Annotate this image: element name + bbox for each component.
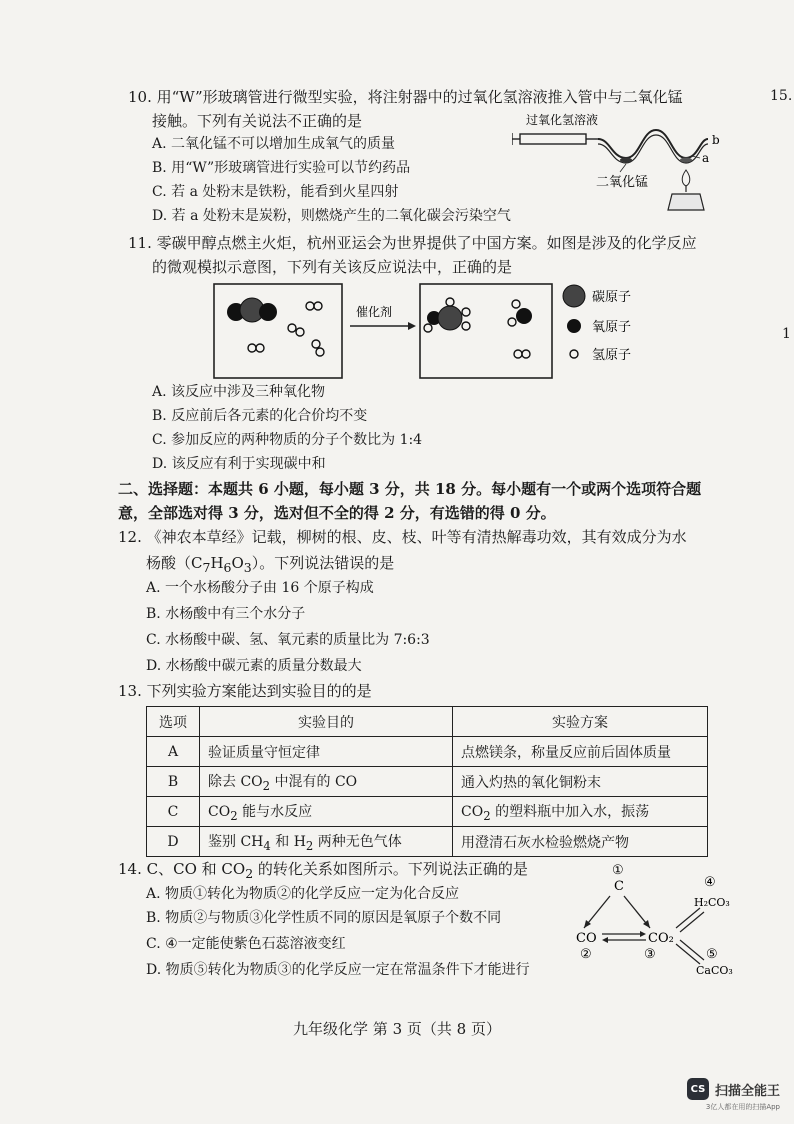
alcohol-lamp [668, 194, 704, 210]
carbon-conversion-diagram [572, 858, 752, 982]
hydrogen-atom [462, 322, 470, 330]
reaction-micro-diagram [212, 282, 652, 382]
scanner-app-name: 扫描全能王 [714, 1083, 780, 1099]
q12-option-c: C. 水杨酸中碳、氢、氧元素的质量比为 7:6:3 [146, 632, 430, 648]
catalyst-label: 催化剂 [356, 305, 393, 319]
q10-stem-line1 [128, 86, 683, 108]
row-purpose: 验证质量守恒定律 [200, 737, 453, 767]
table-row [147, 797, 708, 827]
q11-stem-line2: 的微观模拟示意图，下列有关该反应说法中，正确的是 [152, 258, 513, 276]
hydrogen-atom [312, 340, 320, 348]
q10-stem-text-1: 用“W”形玻璃管进行微型实验，将注射器中的过氧化氢溶液推入管中与二氧化锰 [156, 88, 683, 106]
row-option: B [147, 767, 200, 797]
row-purpose: 除去 $CO_2$ 中混有的 CO [200, 767, 453, 797]
q14-option-b: B. 物质②与物质③化学性质不同的原因是氧原子个数不同 [146, 910, 502, 926]
label-carbonic-acid: H₂CO₃ [694, 896, 730, 909]
header-option: 选项 [147, 707, 200, 737]
marker-5: ⑤ [706, 947, 718, 962]
q14-option-c: C. ④一定能使紫色石蕊溶液变红 [146, 936, 346, 952]
page-footer: 九年级化学 第 3 页（共 8 页） [293, 1020, 501, 1038]
carbon-atom [438, 306, 462, 330]
q13-number: 13. [118, 682, 142, 700]
hydrogen-atom [462, 308, 470, 316]
flame [682, 170, 690, 186]
hydrogen-atom [288, 324, 296, 332]
legend-oxygen-label: 氧原子 [592, 320, 632, 335]
q12-number: 12. [118, 528, 142, 546]
marker-4: ④ [704, 875, 716, 890]
hydrogen-atom [296, 328, 304, 336]
label-manganese-dioxide: 二氧化锰 [596, 175, 649, 190]
q14-stem: 14. C、CO 和 $CO_2$ 的转化关系如图所示。下列说法正确的是 [118, 860, 528, 881]
legend-carbon-label: 碳原子 [592, 290, 632, 305]
q12-option-d: D. 水杨酸中碳元素的质量分数最大 [146, 658, 362, 674]
q11-option-a: A. 该反应中涉及三种氧化物 [152, 384, 326, 400]
margin-number-top: 15. [770, 88, 793, 104]
section2-instructions-line1: 二、选择题：本题共 6 小题，每小题 3 分，共 18 分。每小题有一个或两个选项符合题 [118, 480, 702, 498]
experiment-table [146, 706, 708, 857]
hydrogen-atom [316, 348, 324, 356]
hydrogen-atom [256, 344, 264, 352]
hydrogen-atom [514, 350, 522, 358]
row-option: C [147, 797, 200, 827]
marker-2: ② [580, 947, 592, 962]
q13-stem [118, 680, 372, 702]
reactants-box [214, 284, 342, 378]
q10-stem-line2: 接触。下列有关说法不正确的是 [152, 112, 363, 130]
row-purpose: $CO_2$ 能与水反应 [200, 797, 453, 827]
q11-option-b: B. 反应前后各元素的化合价均不变 [152, 408, 368, 424]
q12-option-b: B. 水杨酸中有三个水分子 [146, 606, 306, 622]
legend-carbon-swatch [563, 285, 585, 307]
oxygen-atom [516, 308, 532, 324]
label-b: b [712, 133, 720, 147]
q11-stem-line1 [128, 232, 697, 254]
powder-a [680, 158, 692, 163]
hydrogen-atom [512, 300, 520, 308]
syringe-barrel [520, 134, 586, 144]
row-plan: 通入灼热的氧化铜粉末 [453, 767, 708, 797]
q13-stem-text: 下列实验方案能达到实验目的的是 [146, 682, 372, 700]
q10-option-d: D. 若 a 处粉末是炭粉，则燃烧产生的二氧化碳会污染空气 [152, 208, 511, 224]
hydrogen-atom [446, 298, 454, 306]
hydrogen-atom [424, 324, 432, 332]
table-header-row [147, 707, 708, 737]
hydrogen-atom [314, 302, 322, 310]
q12-stem-line1 [118, 526, 687, 548]
q10-option-a: A. 二氧化锰不可以增加生成氧气的质量 [152, 136, 396, 152]
label-a: a [702, 151, 710, 165]
w-shaped-tube [598, 130, 708, 158]
q11-stem-text-1: 零碳甲醇点燃主火炬，杭州亚运会为世界提供了中国方案。如图是涉及的化学反应 [156, 234, 697, 252]
q12-stem-text-1: 《神农本草经》记载，柳树的根、皮、枝、叶等有清热解毒功效，其有效成分为水 [146, 528, 687, 546]
row-plan: 点燃镁条，称量反应前后固体质量 [453, 737, 708, 767]
manganese-dioxide-powder [620, 158, 632, 163]
table-row [147, 827, 708, 857]
w-tube-apparatus-diagram [512, 106, 722, 222]
marker-1: ① [612, 863, 624, 878]
row-plan: $CO_2$ 的塑料瓶中加入水，振荡 [453, 797, 708, 827]
hydrogen-atom [522, 350, 530, 358]
q14-option-d: D. 物质⑤转化为物质③的化学反应一定在常温条件下才能进行 [146, 962, 530, 978]
q14-number: 14. [118, 860, 142, 878]
scanner-logo-icon: CS [687, 1078, 709, 1100]
scanner-watermark [687, 1078, 780, 1111]
q11-number: 11. [128, 234, 152, 252]
table-row [147, 767, 708, 797]
section2-instructions-line2: 意，全部选对得 3 分，选对但不全的得 2 分，有选错的得 0 分。 [118, 504, 556, 522]
oxygen-atom [259, 303, 277, 321]
table-row [147, 737, 708, 767]
q10-option-c: C. 若 a 处粉末是铁粉，能看到火星四射 [152, 184, 399, 200]
q12-stem-line2: 杨酸$(C_7H_6O_3)$。下列说法错误的是 [146, 554, 395, 575]
label-hydrogen-peroxide: 过氧化氢溶液 [526, 113, 599, 127]
hydrogen-atom [248, 344, 256, 352]
row-option: D [147, 827, 200, 857]
q10-option-b: B. 用“W”形玻璃管进行实验可以节约药品 [152, 160, 411, 176]
marker-3: ③ [644, 947, 656, 962]
q10-number: 10. [128, 88, 152, 106]
label-co2: CO₂ [648, 931, 674, 946]
header-purpose: 实验目的 [200, 707, 453, 737]
header-plan: 实验方案 [453, 707, 708, 737]
row-option: A [147, 737, 200, 767]
q12-option-a: A. 一个水杨酸分子由 16 个原子构成 [146, 580, 374, 596]
products-box [420, 284, 552, 378]
q14-option-a: A. 物质①转化为物质②的化学反应一定为化合反应 [146, 886, 460, 902]
q11-option-d: D. 该反应有利于实现碳中和 [152, 456, 326, 472]
label-co: CO [576, 931, 597, 946]
scanner-tagline: 3亿人都在用的扫描App [705, 1103, 780, 1111]
row-purpose: 鉴别 $CH_4$ 和 $H_2$ 两种无色气体 [200, 827, 453, 857]
legend-hydrogen-swatch [570, 350, 578, 358]
row-plan: 用澄清石灰水检验燃烧产物 [453, 827, 708, 857]
legend-hydrogen-label: 氢原子 [592, 348, 632, 363]
label-calcium-carbonate: CaCO₃ [696, 964, 733, 977]
legend-oxygen-swatch [567, 319, 581, 333]
margin-number-mid: 1 [782, 326, 791, 342]
hydrogen-atom [508, 318, 516, 326]
hydrogen-atom [306, 302, 314, 310]
q11-option-c: C. 参加反应的两种物质的分子个数比为 1:4 [152, 432, 423, 448]
label-carbon: C [614, 879, 624, 894]
